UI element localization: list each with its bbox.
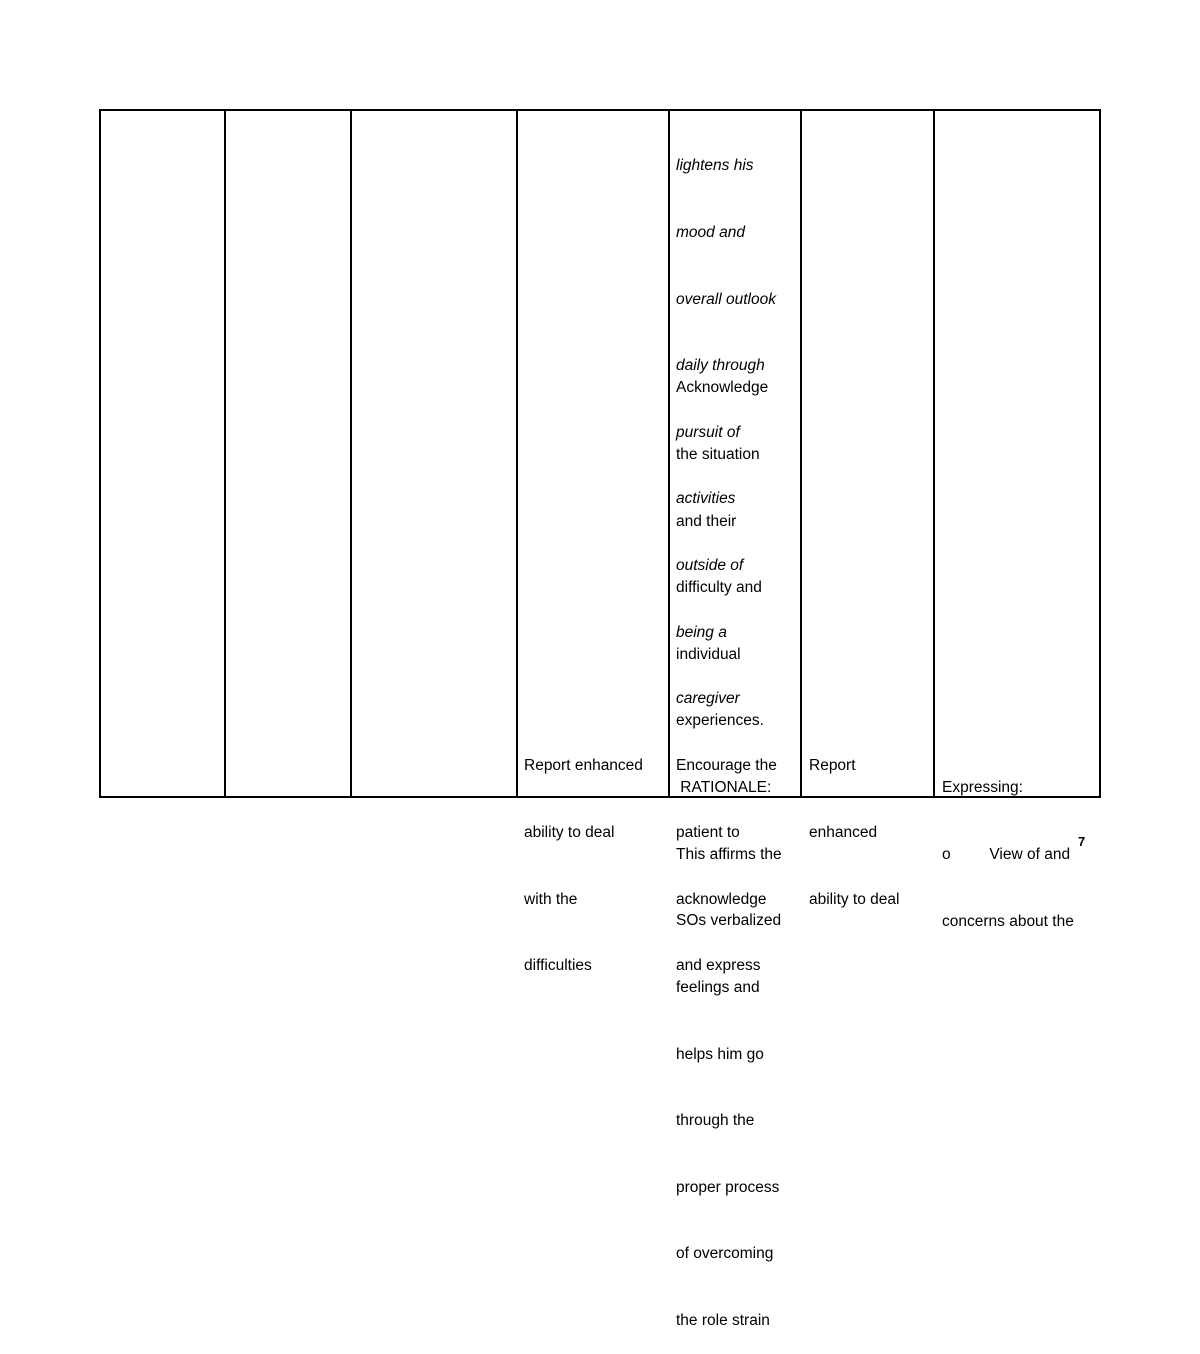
intervention-acknowledge-text: Acknowledge the situation and their difficulty and individual experiences. RATIONALE: This affirms the SOs verbalized feelings and helps him go through the proper process of overcoming the role strain [676,379,782,1329]
intervention-italic-text: lightens his mood and overall outlook daily through pursuit of activities outside of being a caregiver [676,157,776,708]
column-divider [800,111,802,796]
expressing-text: Expressing: o View of and concerns about the [942,779,1074,930]
column-divider [668,111,670,796]
intervention-encourage-text: Encourage the patient to acknowledge and express [676,757,777,975]
outcome-report-text: Report enhanced ability to deal with the difficulties [524,757,643,975]
column-divider [350,111,352,796]
evaluation-report-text: Report enhanced ability to deal [809,757,900,908]
page-number: 7 [1078,834,1086,849]
column-divider [516,111,518,796]
column-divider [224,111,226,796]
column-divider [933,111,935,796]
care-plan-table [99,109,1101,798]
